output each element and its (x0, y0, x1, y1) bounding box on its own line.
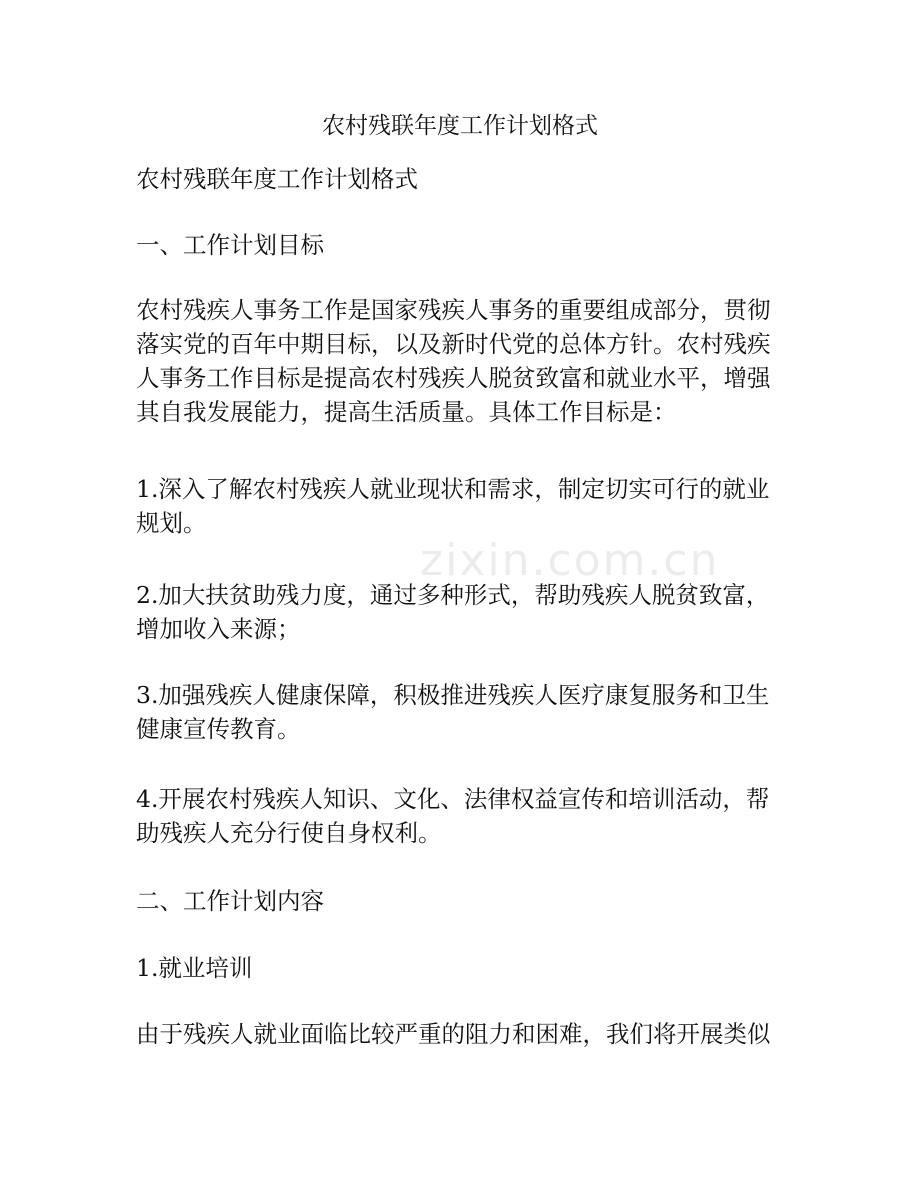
section2-heading-text: 二、工作计划内容 (136, 887, 324, 915)
document-title: 农村残联年度工作计划格式 (322, 113, 598, 139)
section1-heading (136, 228, 796, 262)
section2-sub1-paragraph (136, 1017, 796, 1051)
goal-item-4 (136, 782, 796, 850)
paragraph-line: 4.开展农村残疾人知识、文化、法律权益宣传和培训活动，帮 (136, 785, 770, 813)
paragraph-line: 由于残疾人就业面临比较严重的阻力和困难，我们将开展类似 (136, 1020, 771, 1048)
sub1-heading-text: 1.就业培训 (136, 954, 253, 982)
paragraph-line: 健康宣传教育。 (136, 715, 301, 743)
section2-heading (136, 884, 796, 918)
subtitle-text: 农村残联年度工作计划格式 (136, 165, 418, 193)
paragraph-line: 1.深入了解农村残疾人就业现状和需求，制定切实可行的就业 (136, 475, 770, 503)
document-subtitle (136, 162, 796, 196)
goal-item-3 (136, 678, 796, 746)
paragraph-line: 农村残疾人事务工作是国家残疾人事务的重要组成部分，贯彻 (136, 296, 771, 324)
paragraph-line: 2.加大扶贫助残力度，通过多种形式，帮助残疾人脱贫致富， (136, 581, 770, 609)
paragraph-line: 人事务工作目标是提高农村残疾人脱贫致富和就业水平，增强 (136, 364, 771, 392)
watermark: zixin.com.cn (420, 535, 720, 586)
paragraph-line: 助残疾人充分行使自身权利。 (136, 819, 442, 847)
goal-item-2 (136, 578, 796, 646)
section1-heading-text: 一、工作计划目标 (136, 231, 324, 259)
paragraph-line: 其自我发展能力，提高生活质量。具体工作目标是： (136, 398, 677, 426)
section2-sub1-heading (136, 951, 796, 985)
section1-intro-paragraph (136, 293, 796, 429)
paragraph-line: 规划。 (136, 509, 207, 537)
paragraph-line: 增加收入来源； (136, 615, 301, 643)
goal-item-1 (136, 472, 796, 540)
paragraph-line: 落实党的百年中期目标，以及新时代党的总体方针。农村残疾 (136, 330, 771, 358)
paragraph-line: 3.加强残疾人健康保障，积极推进残疾人医疗康复服务和卫生 (136, 681, 770, 709)
